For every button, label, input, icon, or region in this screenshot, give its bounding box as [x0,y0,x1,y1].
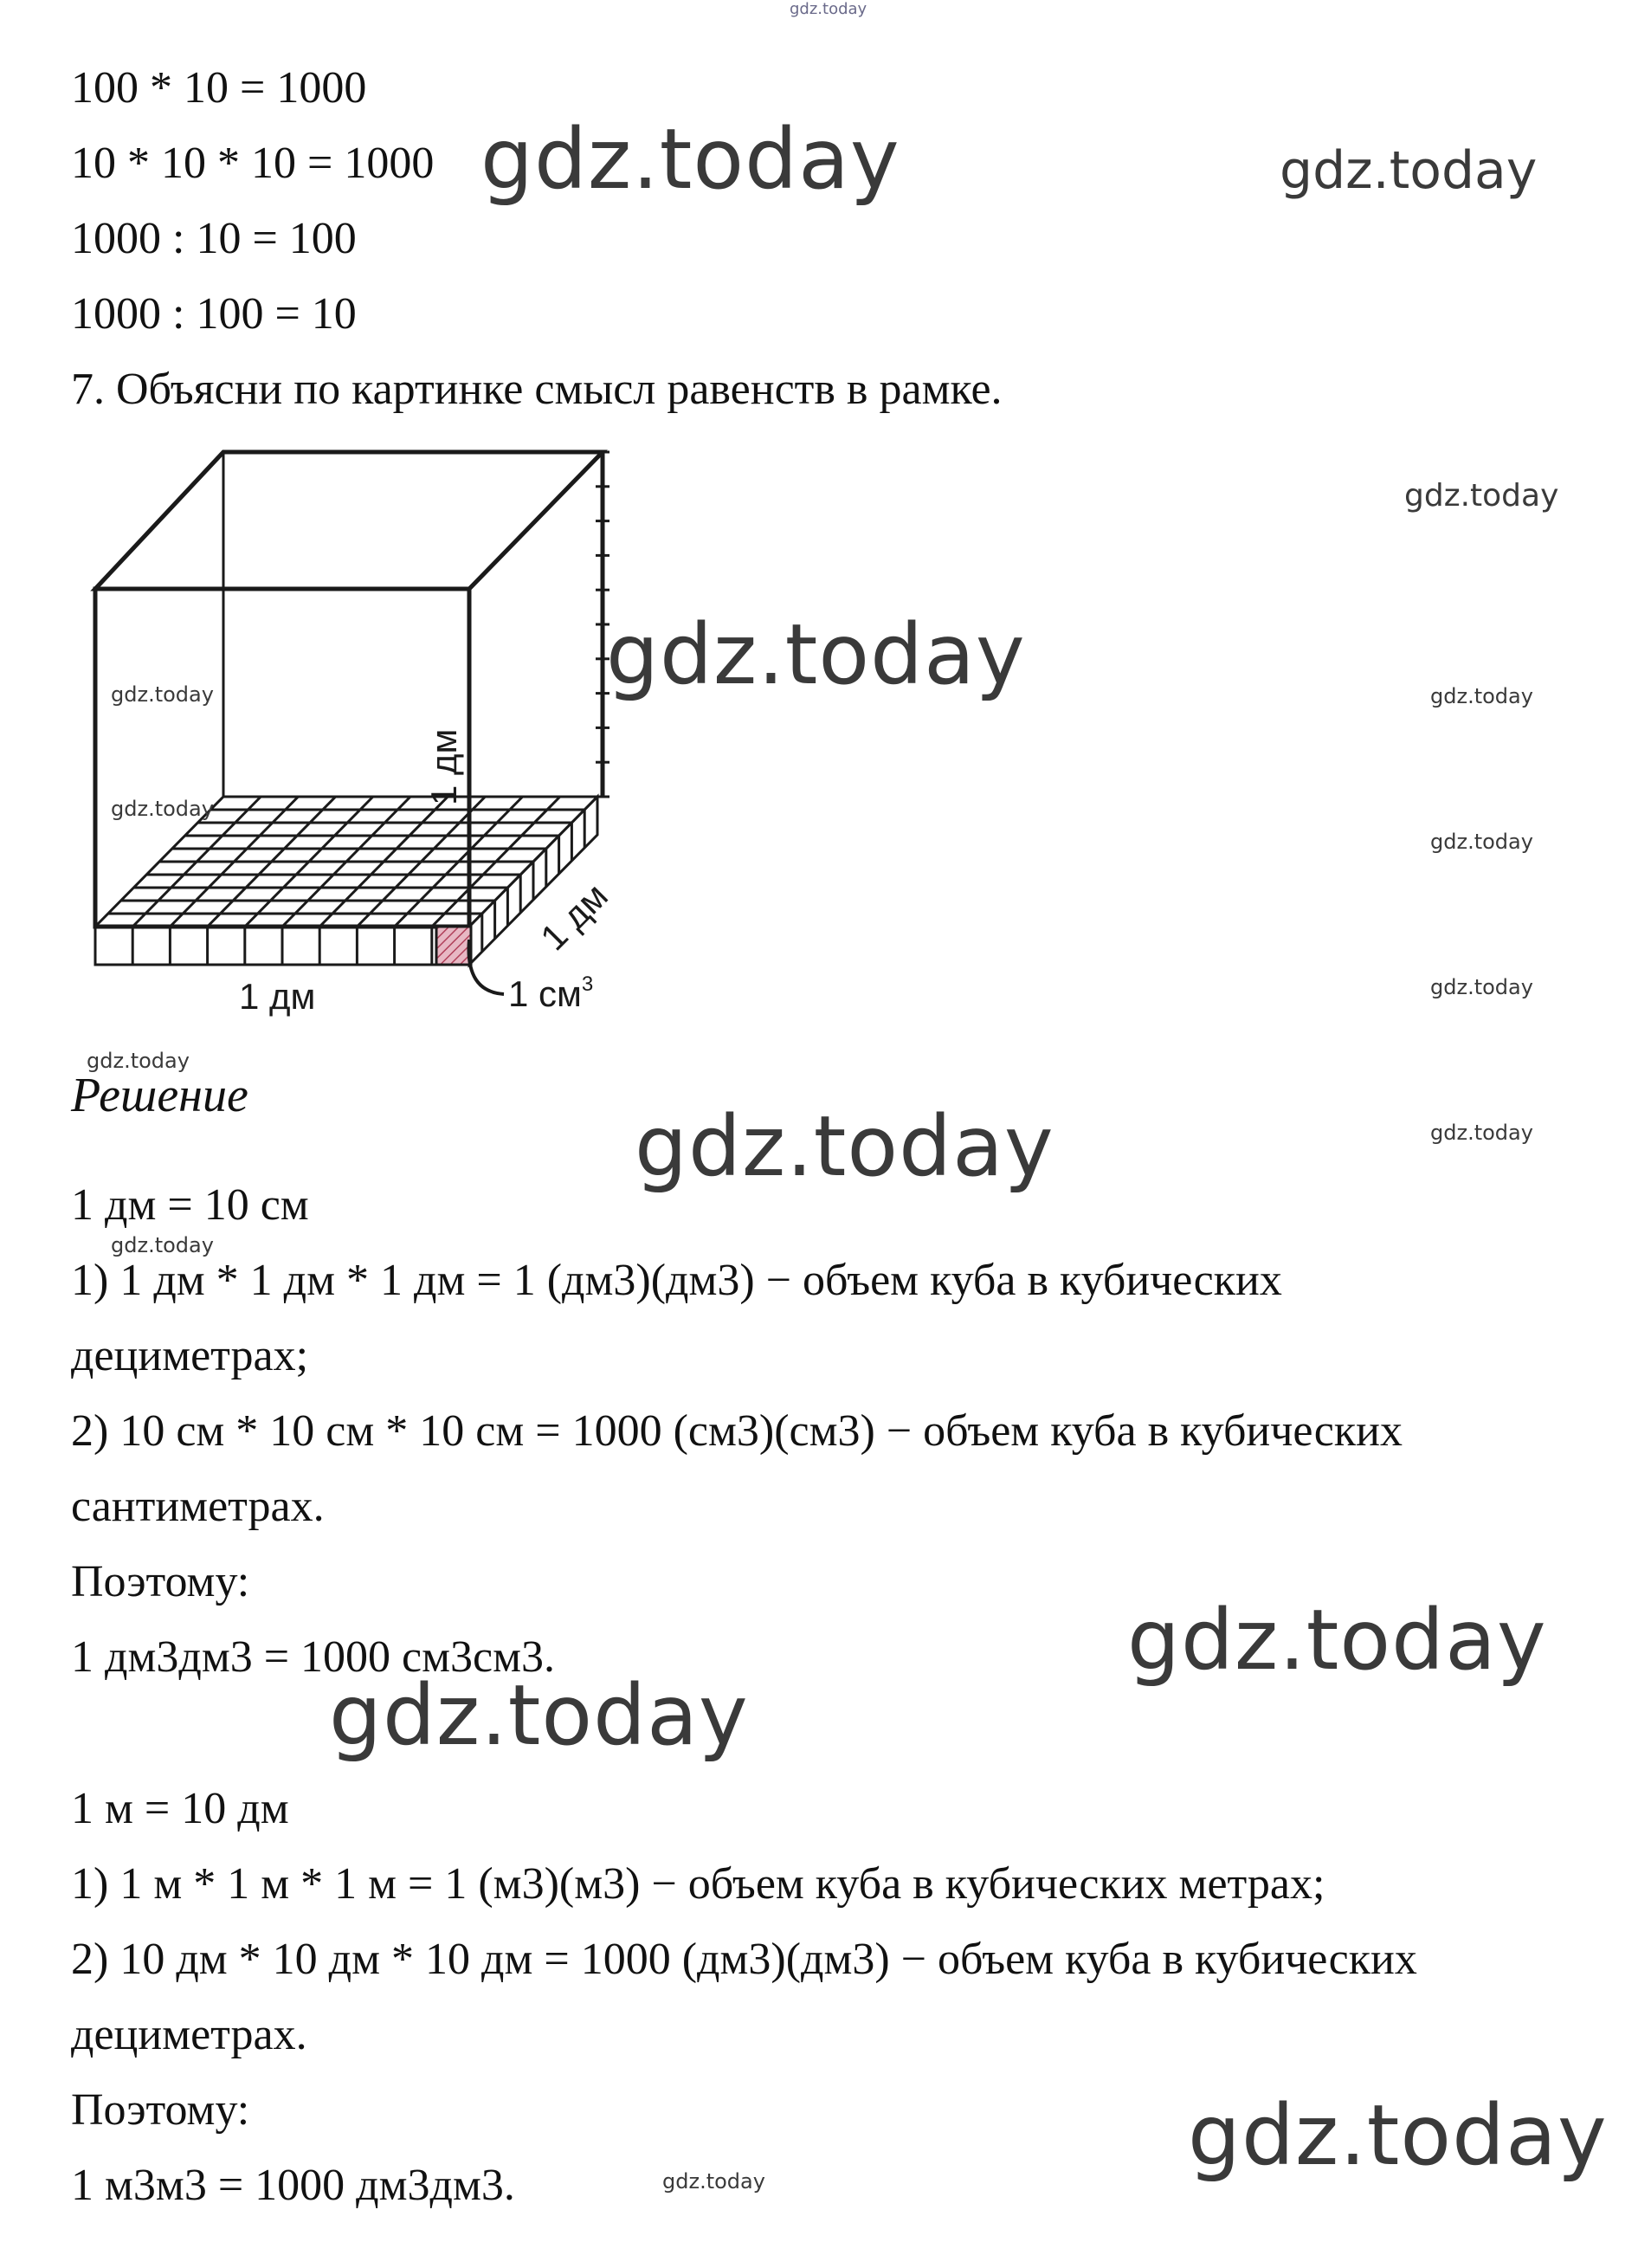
unit-label-exponent: 3 [581,972,594,996]
solution-line-1: 1 дм = 10 см [71,1180,309,1230]
watermark: gdz.today [1404,478,1559,514]
depth-label: 1 дм [532,875,616,959]
solution-line-9: 1) 1 м * 1 м * 1 м = 1 (м3)(м3) − объем куба в кубических метрах; [71,1859,1325,1909]
solution-line-12: Поэтому: [71,2085,250,2135]
solution-line-6: Поэтому: [71,1557,250,1606]
unit-label-text: 1 см [508,973,582,1014]
watermark: gdz.today [1430,975,1533,999]
solution-line-3: дециметрах; [71,1331,309,1380]
watermark: gdz.today [1430,1121,1533,1145]
watermark: gdz.today [111,1233,214,1257]
equation-line-1: 100 * 10 = 1000 [71,63,367,113]
watermark: gdz.today [329,1667,749,1764]
watermark: gdz.today [1127,1592,1547,1689]
width-label: 1 дм [239,976,316,1017]
watermark-top: gdz.today [790,0,867,18]
watermark: gdz.today [635,1098,1054,1195]
solution-line-4: 2) 10 см * 10 см * 10 см = 1000 (см3)(см3) − объем куба в кубических [71,1406,1403,1456]
solution-line-2: 1) 1 дм * 1 дм * 1 дм = 1 (дм3)(дм3) − объем куба в кубических [71,1256,1282,1305]
watermark: gdz.today [480,111,900,208]
unit-cube-highlight [436,927,471,965]
equation-line-2: 10 * 10 * 10 = 1000 [71,139,435,188]
unit-label [508,972,593,1014]
watermark: gdz.today [606,606,1026,703]
equation-line-3: 1000 : 10 = 100 [71,214,357,263]
watermark: gdz.today [1280,140,1538,201]
solution-line-10: 2) 10 дм * 10 дм * 10 дм = 1000 (дм3)(дм3) − объем куба в кубических [71,1935,1417,1984]
solution-line-13: 1 м3м3 = 1000 дм3дм3. [71,2161,515,2210]
height-label: 1 дм [423,728,464,805]
cube-figure [71,442,625,1022]
cube-top-face [95,452,603,589]
solution-line-8: 1 м = 10 дм [71,1784,289,1833]
watermark: gdz.today [87,1049,190,1073]
watermark: gdz.today [111,797,214,821]
watermark: gdz.today [1188,2087,1608,2184]
watermark: gdz.today [1430,830,1533,854]
equation-line-4: 1000 : 100 = 10 [71,289,357,339]
watermark: gdz.today [1430,684,1533,708]
watermark: gdz.today [111,682,214,707]
base-layer [95,797,597,965]
solution-line-7: 1 дм3дм3 = 1000 см3см3. [71,1632,556,1682]
solution-line-5: сантиметрах. [71,1482,325,1531]
task-statement: 7. Объясни по картинке смысл равенств в рамке. [71,365,1003,414]
solution-line-11: дециметрах. [71,2010,307,2059]
solution-heading: Решение [71,1069,248,1122]
watermark: gdz.today [662,2169,765,2194]
